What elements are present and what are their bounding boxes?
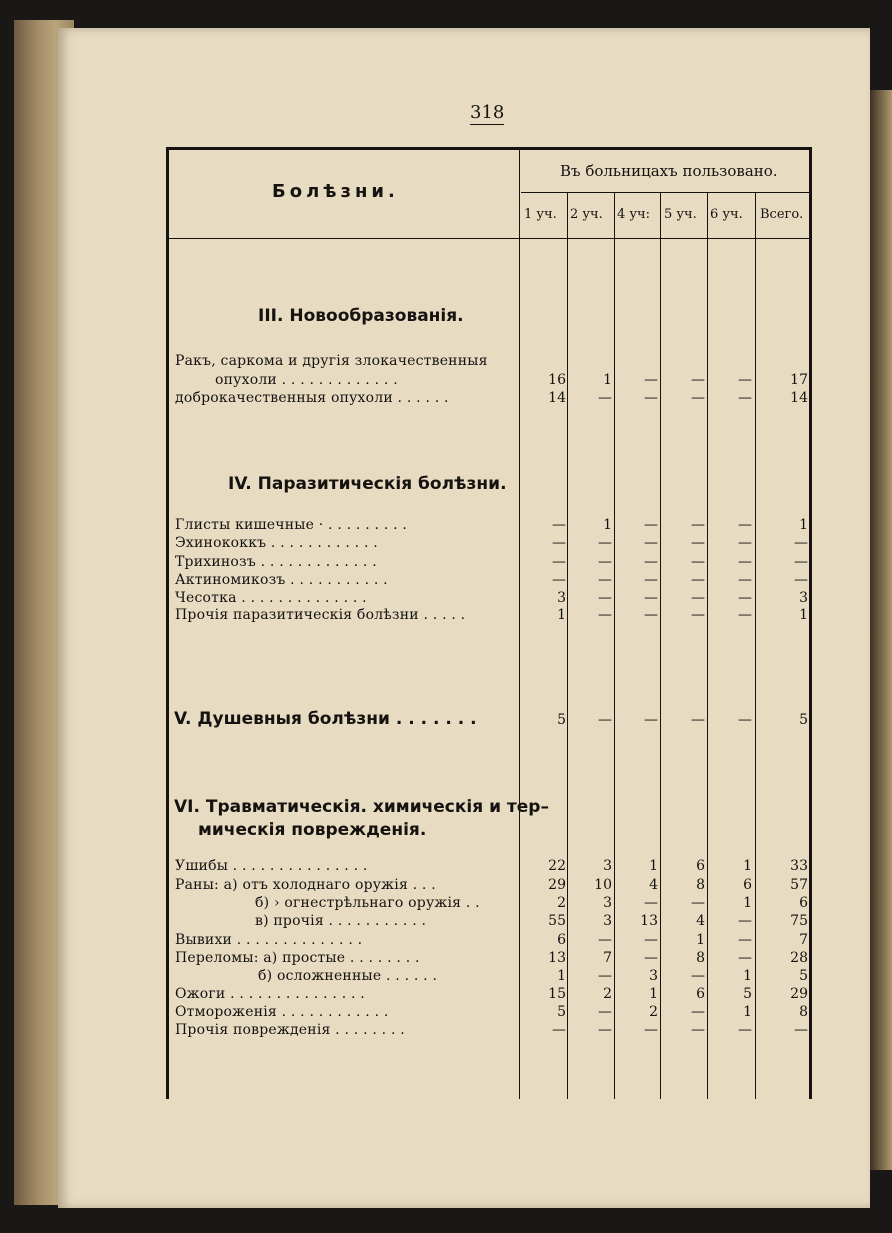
table-cell: — bbox=[598, 712, 612, 728]
section-title-trauma-line1: VI. Травматическія. химическія и тер– bbox=[174, 797, 549, 817]
table-cell: — bbox=[738, 390, 752, 406]
row-label: б) › огнестрѣльнаго оружія . . bbox=[255, 895, 480, 911]
table-cell: 1 bbox=[649, 858, 658, 874]
table-cell: 55 bbox=[548, 913, 566, 929]
table-cell: — bbox=[598, 607, 612, 623]
row-label: Эхинококкъ . . . . . . . . . . . . bbox=[175, 535, 378, 551]
col-rule-2 bbox=[614, 193, 615, 1099]
table-cell: 8 bbox=[696, 877, 705, 893]
table-cell: 29 bbox=[790, 986, 808, 1002]
section-title-parasitic: IV. Паразитическія болѣзни. bbox=[228, 474, 507, 494]
table-cell: 1 bbox=[799, 607, 808, 623]
table-cell: — bbox=[691, 1004, 705, 1020]
table-cell: — bbox=[691, 968, 705, 984]
table-cell: 15 bbox=[548, 986, 566, 1002]
table-cell: — bbox=[794, 535, 808, 551]
table-cell: 3 bbox=[603, 858, 612, 874]
table-cell: — bbox=[644, 535, 658, 551]
table-cell: — bbox=[691, 554, 705, 570]
table-cell: 1 bbox=[603, 372, 612, 388]
table-cell: — bbox=[691, 517, 705, 533]
col-header-1: 1 уч. bbox=[524, 207, 557, 222]
table-cell: 28 bbox=[790, 950, 808, 966]
section-title-mental: V. Душевныя болѣзни . . . . . . . bbox=[174, 709, 477, 729]
table-cell: — bbox=[644, 372, 658, 388]
table-cell: — bbox=[644, 554, 658, 570]
col-rule-4 bbox=[707, 193, 708, 1099]
table-cell: — bbox=[691, 535, 705, 551]
table-cell: 3 bbox=[649, 968, 658, 984]
row-label: Глисты кишечные · . . . . . . . . . bbox=[175, 517, 408, 533]
table-cell: 6 bbox=[696, 858, 705, 874]
table-cell: 3 bbox=[799, 590, 808, 606]
table-left-rule bbox=[166, 147, 169, 1099]
table-cell: 16 bbox=[548, 372, 566, 388]
col-header-2: 2 уч. bbox=[570, 207, 603, 222]
row-label: в) прочія . . . . . . . . . . . bbox=[255, 913, 427, 929]
table-cell: 3 bbox=[603, 895, 612, 911]
row-label: Чесотка . . . . . . . . . . . . . . bbox=[175, 590, 367, 606]
table-cell: — bbox=[794, 1022, 808, 1038]
row-label: Ожоги . . . . . . . . . . . . . . . bbox=[175, 986, 365, 1002]
col-header-4: 4 уч: bbox=[617, 207, 651, 222]
table-cell: 6 bbox=[696, 986, 705, 1002]
table-cell: 6 bbox=[743, 877, 752, 893]
table-cell: 10 bbox=[594, 877, 612, 893]
table-cell: 2 bbox=[557, 895, 566, 911]
table-cell: 5 bbox=[557, 712, 566, 728]
table-cell: — bbox=[598, 590, 612, 606]
row-label: Вывихи . . . . . . . . . . . . . . bbox=[175, 932, 363, 948]
table-cell: 14 bbox=[790, 390, 808, 406]
table-cell: — bbox=[794, 572, 808, 588]
table-cell: 7 bbox=[799, 932, 808, 948]
table-cell: — bbox=[598, 1004, 612, 1020]
table-cell: 5 bbox=[557, 1004, 566, 1020]
table-cell: — bbox=[691, 572, 705, 588]
table-cell: 6 bbox=[557, 932, 566, 948]
table-cell: 6 bbox=[799, 895, 808, 911]
table-cell: — bbox=[644, 932, 658, 948]
table-cell: 57 bbox=[790, 877, 808, 893]
table-cell: 1 bbox=[649, 986, 658, 1002]
table-cell: 2 bbox=[649, 1004, 658, 1020]
table-cell: 1 bbox=[603, 517, 612, 533]
table-cell: — bbox=[738, 554, 752, 570]
table-cell: — bbox=[738, 913, 752, 929]
table-cell: 1 bbox=[743, 1004, 752, 1020]
table-cell: — bbox=[552, 517, 566, 533]
table-cell: — bbox=[598, 390, 612, 406]
group-header-rule bbox=[521, 192, 812, 193]
table-cell: — bbox=[552, 554, 566, 570]
table-cell: — bbox=[691, 1022, 705, 1038]
table-cell: — bbox=[598, 535, 612, 551]
table-cell: — bbox=[738, 712, 752, 728]
row-label: Ушибы . . . . . . . . . . . . . . . bbox=[175, 858, 368, 874]
table-cell: — bbox=[738, 535, 752, 551]
table-cell: 1 bbox=[557, 968, 566, 984]
table-cell: 4 bbox=[696, 913, 705, 929]
row-label: Отмороженія . . . . . . . . . . . . bbox=[175, 1004, 389, 1020]
row-label: Трихинозъ . . . . . . . . . . . . . bbox=[175, 554, 377, 570]
table-cell: 29 bbox=[548, 877, 566, 893]
row-label: Переломы: а) простые . . . . . . . . bbox=[175, 950, 420, 966]
table-cell: — bbox=[738, 572, 752, 588]
table-cell: — bbox=[691, 590, 705, 606]
section-title-trauma-line2: мическія поврежденія. bbox=[198, 820, 427, 840]
table-cell: 1 bbox=[743, 895, 752, 911]
table-cell: — bbox=[598, 1022, 612, 1038]
table-cell: 7 bbox=[603, 950, 612, 966]
col-header-6: 6 уч. bbox=[710, 207, 743, 222]
col-header-5: 5 уч. bbox=[664, 207, 697, 222]
table-cell: — bbox=[552, 572, 566, 588]
table-right-rule bbox=[809, 147, 812, 1099]
col-rule-5 bbox=[755, 193, 756, 1099]
table-cell: 1 bbox=[557, 607, 566, 623]
row-label: Ракъ, саркома и другія злокачественныя bbox=[175, 353, 488, 369]
table-cell: — bbox=[738, 607, 752, 623]
table-cell: 8 bbox=[696, 950, 705, 966]
table-cell: — bbox=[598, 932, 612, 948]
table-cell: — bbox=[738, 517, 752, 533]
table-cell: — bbox=[552, 1022, 566, 1038]
group-header: Въ больницахъ пользовано. bbox=[560, 162, 778, 180]
table-cell: — bbox=[794, 554, 808, 570]
table-cell: — bbox=[644, 895, 658, 911]
page-number: 318 bbox=[470, 102, 505, 123]
table-cell: — bbox=[644, 517, 658, 533]
table-cell: — bbox=[738, 950, 752, 966]
row-label: доброкачественныя опухоли . . . . . . bbox=[175, 390, 449, 406]
table-cell: — bbox=[644, 712, 658, 728]
table-cell: 1 bbox=[696, 932, 705, 948]
table-cell: — bbox=[644, 950, 658, 966]
section-title-neoplasms: III. Новообразованія. bbox=[258, 306, 464, 326]
table-cell: — bbox=[738, 932, 752, 948]
table-cell: — bbox=[738, 590, 752, 606]
table-cell: — bbox=[691, 607, 705, 623]
table-cell: — bbox=[738, 372, 752, 388]
table-cell: — bbox=[691, 712, 705, 728]
table-cell: 1 bbox=[743, 968, 752, 984]
col-rule-3 bbox=[660, 193, 661, 1099]
table-cell: 1 bbox=[799, 517, 808, 533]
table-cell: — bbox=[691, 372, 705, 388]
table-cell: 17 bbox=[790, 372, 808, 388]
header-bottom-rule bbox=[168, 238, 812, 239]
table-cell: 13 bbox=[640, 913, 658, 929]
label-col-rule bbox=[519, 150, 520, 1099]
table-cell: — bbox=[644, 607, 658, 623]
table-cell: — bbox=[644, 1022, 658, 1038]
table-cell: 33 bbox=[790, 858, 808, 874]
table-cell: 1 bbox=[743, 858, 752, 874]
row-label: опухоли . . . . . . . . . . . . . bbox=[215, 372, 398, 388]
table-cell: 2 bbox=[603, 986, 612, 1002]
disease-column-header: Болѣзни. bbox=[272, 181, 399, 202]
table-cell: — bbox=[598, 572, 612, 588]
row-label: Актиномикозъ . . . . . . . . . . . bbox=[175, 572, 388, 588]
row-label: б) осложненные . . . . . . bbox=[258, 968, 438, 984]
row-label: Прочія паразитическія болѣзни . . . . . bbox=[175, 607, 466, 623]
table-cell: 3 bbox=[603, 913, 612, 929]
table-cell: — bbox=[598, 968, 612, 984]
table-top-rule bbox=[168, 147, 812, 150]
col-header-total: Всего. bbox=[760, 207, 804, 222]
row-label: Раны: а) отъ холоднаго оружія . . . bbox=[175, 877, 436, 893]
table-cell: — bbox=[738, 1022, 752, 1038]
next-page-edge bbox=[870, 90, 892, 1170]
table-cell: 5 bbox=[799, 968, 808, 984]
table-cell: 13 bbox=[548, 950, 566, 966]
table-cell: — bbox=[644, 590, 658, 606]
table-cell: — bbox=[691, 390, 705, 406]
table-cell: 14 bbox=[548, 390, 566, 406]
col-rule-1 bbox=[567, 193, 568, 1099]
table-cell: 4 bbox=[649, 877, 658, 893]
table-cell: 75 bbox=[790, 913, 808, 929]
table-cell: — bbox=[598, 554, 612, 570]
row-label: Прочія поврежденія . . . . . . . . bbox=[175, 1022, 405, 1038]
table-cell: — bbox=[644, 390, 658, 406]
table-cell: — bbox=[644, 572, 658, 588]
table-cell: — bbox=[691, 895, 705, 911]
table-cell: 5 bbox=[743, 986, 752, 1002]
table-cell: 3 bbox=[557, 590, 566, 606]
table-cell: — bbox=[552, 535, 566, 551]
table-cell: 5 bbox=[799, 712, 808, 728]
table-cell: 22 bbox=[548, 858, 566, 874]
table-cell: 8 bbox=[799, 1004, 808, 1020]
